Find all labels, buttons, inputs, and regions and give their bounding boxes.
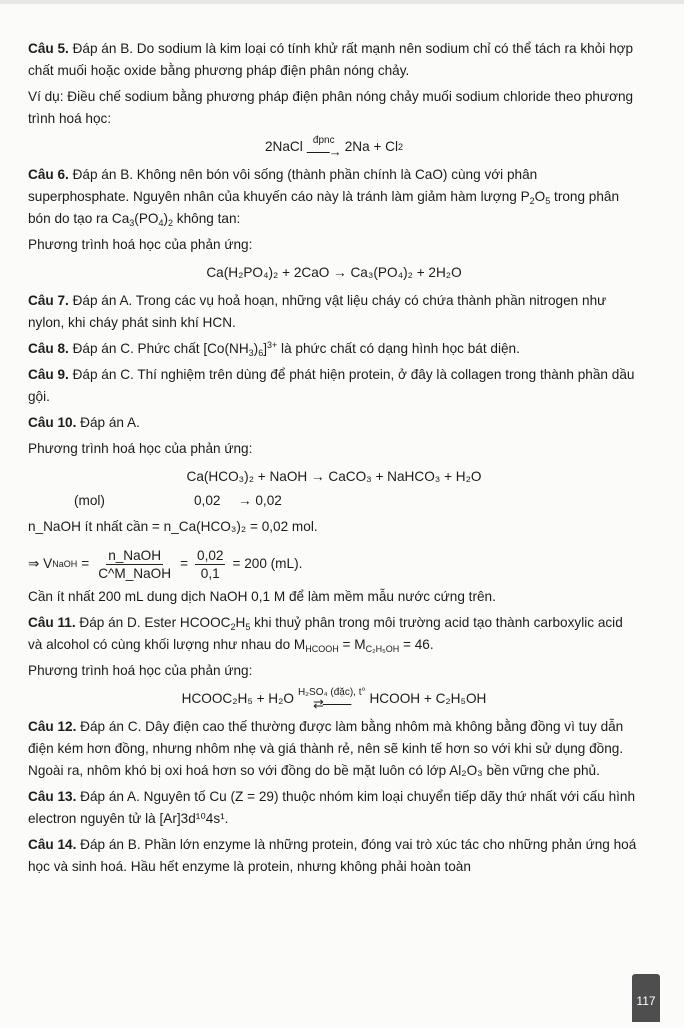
equation-hardwater: Ca(HCO₃)₂ + NaOH → CaCO₃ + NaHCO₃ + H₂O [186,469,482,484]
volume-calc: ⇒ V NaOH = $\frac{\text{n\_NaOH}}{\text{C\textasciicircum{}M\_NaOH}}$ = $\frac{0,02}{0,1}$ = 200 (mL). [28,547,303,581]
question-11-eq-intro: Phương trình hoá học của phản ứng: [28,663,253,678]
question-12: Câu 12. Đáp án C. Dây điện cao thế thường được làm bằng nhôm mà không bằng đồng vì tuy dẫn điện kém hơn đồng, nhưng nhôm nhẹ và giá thành rẻ, nên sẽ kinh tế hơn so với khi sử dụng đồng. Ngoài ra, nhôm khó bị oxi hoá hơn so với đồng do bề mặt luôn có lớp Al₂O₃ bền vững che phủ. [28,719,624,778]
question-10: Câu 10. Đáp án A. [28,415,140,430]
question-14: Câu 14. Đáp án B. Phần lớn enzyme là những protein, đóng vai trò xúc tác cho những phản ứng hoá học và sinh hoá. Hầu hết enzyme là protein, nhưng không phải hoàn toàn [28,837,637,874]
equation-nacl: 2NaCl đpnc ⎯⎯⎯⎯→ 2Na + Cl 2 [264,135,404,159]
equation-ester-hydrolysis: HCOOC₂H₅ + H₂O H₂SO₄ (đặc), t° ⇄⎯⎯⎯⎯⎯ HCOOH + C₂H₅OH [181,687,487,711]
question-5-example: Ví dụ: Điều chế sodium bằng phương pháp điện phân nóng chảy muối sodium chloride theo phương trình hoá học: [28,89,634,126]
mol-row: (mol) 0,02 → 0,02 [74,493,282,508]
document-body [28,38,640,882]
question-8: Câu 8. Đáp án C. Phức chất $[Co(NH_3)_6]^{3+}$ là phức chất có dạng hình học bát diện. [28,340,520,358]
question-13: Câu 13. Đáp án A. Nguyên tố Cu (Z = 29) thuộc nhóm kim loại chuyển tiếp dãy thứ nhất với cấu hình electron nguyên tử là [Ar]3d¹⁰4s¹. [28,789,636,826]
question-5: Câu 5. Đáp án B. Do sodium là kim loại có tính khử rất mạnh nên sodium chỉ có thể tách ra khỏi hợp chất muối hoặc oxide bằng phương pháp điện phân nóng chảy. [28,41,634,78]
page-number: 117 [632,974,660,1022]
equation-superphosphate: Ca(H₂PO₄)₂ + 2CaO → Ca₃(PO₄)₂ + 2H₂O [206,265,462,280]
question-6-eq-intro: Phương trình hoá học của phản ứng: [28,237,253,252]
question-7: Câu 7. Đáp án A. Trong các vụ hoả hoạn, những vật liệu cháy có chứa thành phần nitrogen như nylon, khi cháy phát sinh khí HCN. [28,293,607,330]
question-10-eq-intro: Phương trình hoá học của phản ứng: [28,441,253,456]
question-6: Câu 6. Đáp án B. Không nên bón vôi sống (thành phần chính là CaO) cùng với phân superphosphate. Nguyên nhân của khuyến cáo này là tránh làm giảm hàm lượng $P_2O_5$ trong phân bón do tạo ra $Ca_3(PO_4)_2$ không tan: [28,167,620,228]
question-11: Câu 11. Đáp án D. Ester $HCOOC_2H_5$ khi thuỷ phân trong môi trường acid tạo thành carboxylic acid và alcohol có cùng khối lượng như nhau do $M_{HCOOH} = M_{C_2H_5OH} = 46$. [28,615,623,654]
top-divider [0,0,684,4]
question-9: Câu 9. Đáp án C. Thí nghiệm trên dùng để phát hiện protein, ở đây là collagen trong thành phần dầu gội. [28,367,635,404]
question-10-conclusion: Cần ít nhất 200 mL dung dịch NaOH 0,1 M để làm mềm mẫu nước cứng trên. [28,589,496,604]
naoh-moles: n_NaOH ít nhất cần = n_Ca(HCO₃)₂ = 0,02 mol. [28,519,318,534]
